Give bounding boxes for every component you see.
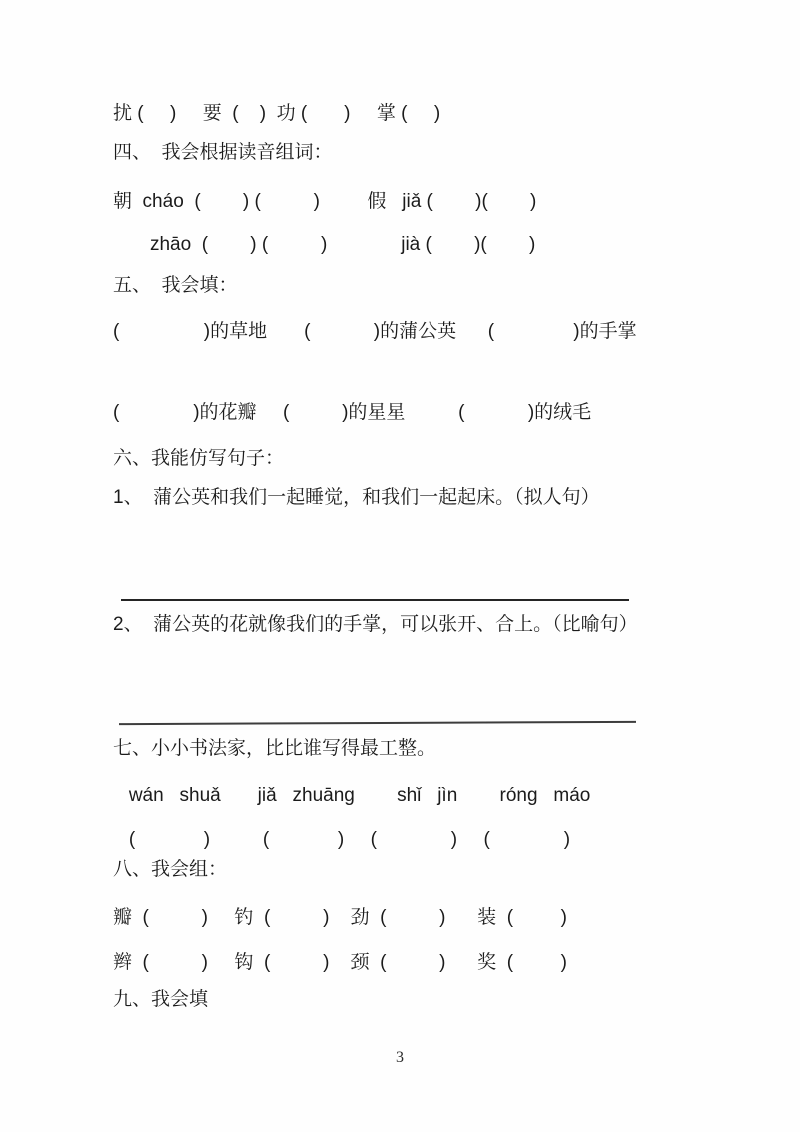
answer-line-1: [121, 599, 629, 601]
page-number: 3: [396, 1049, 404, 1066]
section-9-heading: 九、我会填: [113, 989, 209, 1010]
section-4-heading: 四、 我会根据读音组词：: [113, 142, 333, 163]
char-fill-blanks-row: 扰 ( ) 要 ( ) 功 ( ) 掌 ( ): [113, 103, 441, 124]
section-7-heading: 七、小小书法家，比比谁写得最工整。: [113, 738, 437, 759]
section-7-pinyin-row: wán shuǎ jiǎ zhuāng shǐ jìn róng máo: [113, 785, 591, 806]
section-6-heading: 六、我能仿写句子：: [113, 448, 285, 469]
section-8-word-row-2: 辫 ( ) 钩 ( ) 颈 ( ) 奖 ( ): [113, 952, 567, 973]
answer-line-2: [119, 721, 636, 725]
section-6-sentence-1: 1、 蒲公英和我们一起睡觉，和我们一起起床。（拟人句）: [113, 487, 600, 508]
section-7-blanks-row: ( ) ( ) ( ) ( ): [113, 829, 571, 850]
section-8-word-row-1: 瓣 ( ) 钓 ( ) 劲 ( ) 装 ( ): [113, 907, 567, 928]
section-8-heading: 八、我会组：: [113, 859, 228, 880]
section-6-sentence-2: 2、 蒲公英的花就像我们的手掌，可以张开、合上。（比喻句）: [113, 614, 638, 635]
section-5-heading: 五、 我会填：: [113, 275, 238, 296]
section-5-fill-row-1: ( )的草地 ( )的蒲公英 ( )的手掌: [113, 321, 637, 342]
section-5-fill-row-2: ( )的花瓣 ( )的星星 ( )的绒毛: [113, 402, 592, 423]
section-4-pinyin-row-2: zhāo ( ) ( ) jià ( )( ): [113, 234, 536, 255]
section-4-pinyin-row-1: 朝 cháo ( ) ( ) 假 jiǎ ( )( ): [113, 191, 537, 212]
